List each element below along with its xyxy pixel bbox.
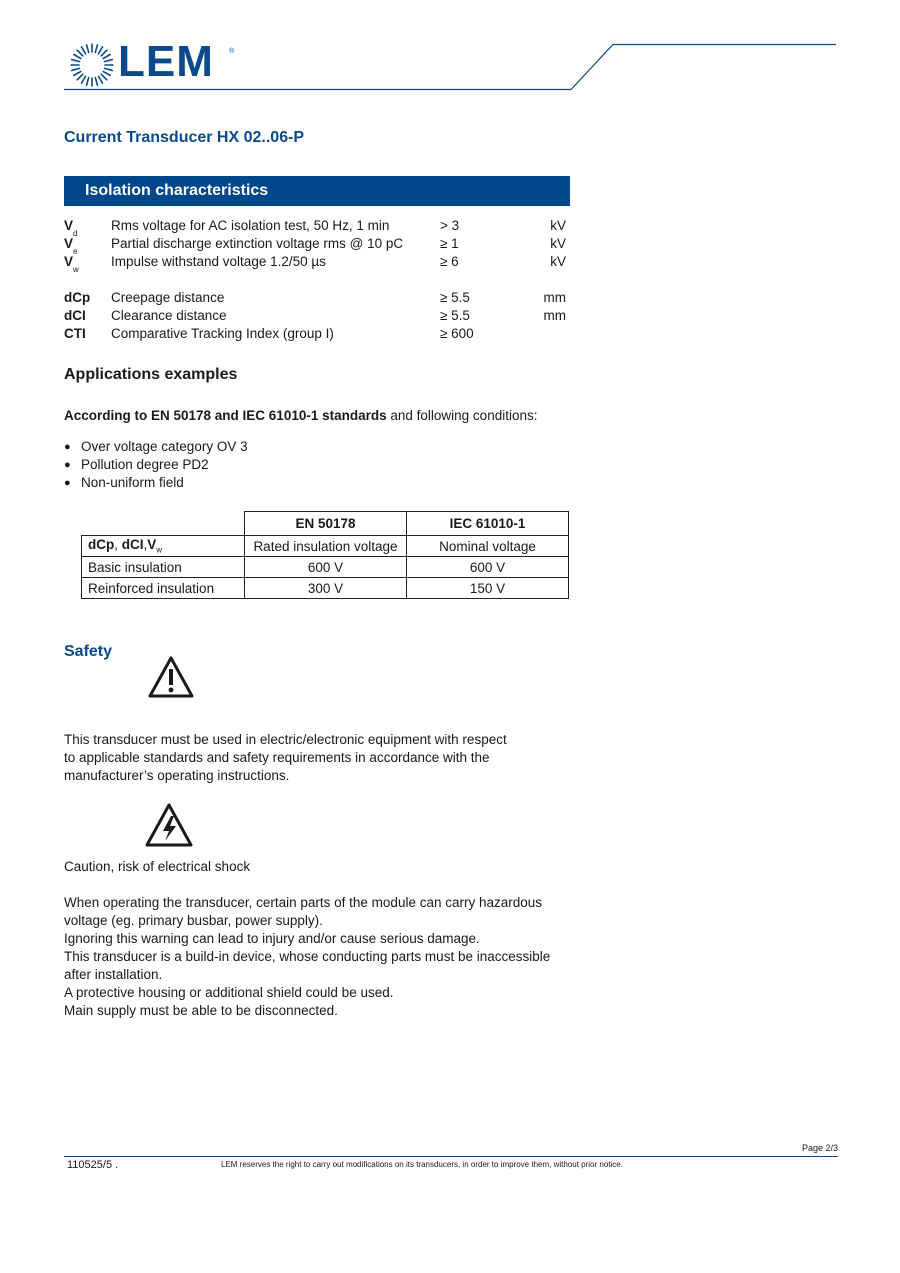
row-symbol: CTI bbox=[64, 326, 86, 341]
row-description: Creepage distance bbox=[111, 290, 225, 305]
footer-divider bbox=[64, 1156, 838, 1157]
applications-intro-bold: According to EN 50178 and IEC 61010-1 standards bbox=[64, 408, 387, 423]
isolation-row bbox=[64, 308, 570, 326]
row-symbol: dCI bbox=[64, 308, 86, 323]
table-row bbox=[82, 557, 569, 578]
table-cell: Nominal voltage bbox=[407, 536, 569, 557]
document-number: 110525/5 . bbox=[67, 1159, 119, 1171]
table-cell: 150 V bbox=[407, 578, 569, 599]
table-cell: 600 V bbox=[407, 557, 569, 578]
isolation-banner bbox=[64, 176, 570, 206]
safety-heading: Safety bbox=[64, 643, 113, 660]
row-description: Impulse withstand voltage 1.2/50 µs bbox=[111, 254, 326, 269]
table-cell: 300 V bbox=[245, 578, 407, 599]
row-unit: mm bbox=[543, 308, 566, 323]
row-value: ≥ 6 bbox=[440, 254, 459, 269]
list-item: ● Over voltage category OV 3 bbox=[64, 438, 248, 456]
applications-heading: Applications examples bbox=[64, 366, 238, 383]
applications-intro-rest: and following conditions: bbox=[386, 408, 538, 423]
isolation-row bbox=[64, 326, 570, 344]
warning-triangle-icon bbox=[148, 656, 194, 698]
row-unit: mm bbox=[543, 290, 566, 305]
column-header: IEC 61010-1 bbox=[407, 512, 569, 536]
row-description: Clearance distance bbox=[111, 308, 227, 323]
isolation-row bbox=[64, 254, 570, 272]
table-row bbox=[82, 578, 569, 599]
row-symbol: dCp bbox=[64, 290, 91, 305]
row-value: ≥ 5.5 bbox=[440, 308, 470, 323]
document-title: Current Transducer HX 02..06-P bbox=[64, 129, 305, 146]
logo-sunburst-icon bbox=[71, 44, 113, 86]
table-row bbox=[82, 536, 569, 557]
table-cell: Reinforced insulation bbox=[82, 578, 245, 599]
isolation-heading: Isolation characteristics bbox=[85, 182, 269, 199]
logo-registered-mark: ® bbox=[229, 48, 235, 55]
safety-paragraph: This transducer must be used in electric/electronic equipment with respect to applicable standards and safety requirements in accordance with the manufacturer’s operating instructions. bbox=[64, 732, 507, 783]
row-unit: kV bbox=[550, 218, 566, 233]
safety-warning-paragraph: When operating the transducer, certain parts of the module can carry hazardous voltage (eg. primary busbar, power supply). Ignoring this warning can lead to injury and/or cause serious damage. This transducer is a build-in device, whose conducting parts must be inaccessible after installation. A protective housing or additional shield could be used. Main supply must be able to be disconnected. bbox=[64, 895, 551, 1018]
row-symbol-sub: e bbox=[73, 246, 78, 256]
row-value: > 3 bbox=[440, 218, 460, 233]
row-unit: kV bbox=[550, 254, 566, 269]
row-symbol: V bbox=[64, 254, 74, 269]
page-number: Page 2/3 bbox=[801, 1143, 838, 1153]
row-value: ≥ 600 bbox=[440, 326, 474, 341]
electric-shock-warning-icon bbox=[145, 803, 193, 847]
applications-intro bbox=[64, 407, 537, 425]
conditions-list bbox=[64, 438, 248, 492]
row-description: Partial discharge extinction voltage rms @ 10 pC bbox=[111, 236, 404, 251]
row-header: dCp, $dCI,V_w$ bbox=[82, 536, 245, 557]
row-symbol-sub: d bbox=[73, 228, 78, 238]
table-cell: Basic insulation bbox=[82, 557, 245, 578]
row-description: Rms voltage for AC isolation test, 50 Hz, 1 min bbox=[111, 218, 390, 233]
row-symbol-sub: w bbox=[73, 264, 79, 274]
row-unit: kV bbox=[550, 236, 566, 251]
row-symbol: V bbox=[64, 218, 74, 233]
row-description: Comparative Tracking Index (group I) bbox=[111, 326, 334, 341]
table-cell: Rated insulation voltage bbox=[245, 536, 407, 557]
isolation-row bbox=[64, 218, 570, 236]
list-item: ● Pollution degree PD2 bbox=[64, 456, 248, 474]
row-value: ≥ 5.5 bbox=[440, 290, 470, 305]
caution-text: Caution, risk of electrical shock bbox=[64, 859, 251, 874]
isolation-row bbox=[64, 236, 570, 254]
list-item: ● Non-uniform field bbox=[64, 474, 248, 492]
footer-disclaimer: LEM reserves the right to carry out modifications on its transducers, in order to improve them, without prior notice. bbox=[221, 1160, 623, 1169]
row-symbol: V bbox=[64, 236, 74, 251]
column-header: EN 50178 bbox=[245, 512, 407, 536]
table-cell: 600 V bbox=[245, 557, 407, 578]
insulation-table bbox=[81, 511, 569, 599]
row-value: ≥ 1 bbox=[440, 236, 459, 251]
isolation-row bbox=[64, 290, 570, 308]
logo-text: LEM bbox=[118, 37, 214, 86]
table-header-row bbox=[82, 512, 569, 536]
